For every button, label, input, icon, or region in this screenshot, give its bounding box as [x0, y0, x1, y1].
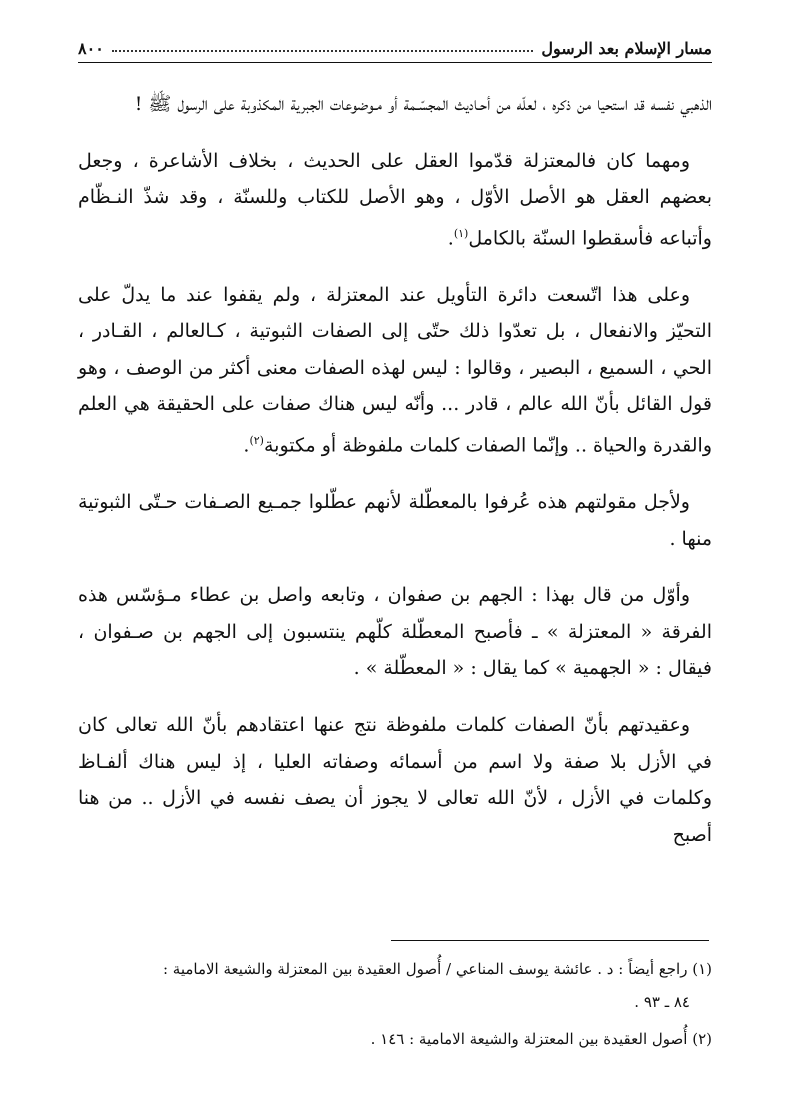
paragraph-2: ومهما كان فالمعتزلة قدّموا العقل على الحديث ، بخلاف الأشاعرة ، وجعل بعضهم العقل هو الأصل الأوّل ، وهو الأصل للكتاب وللسنّة ، وقد شذّ النـظّام وأتباعه فأسقطوا السنّة بالكامل$^{(١)}$.	[78, 149, 712, 250]
footnote-1: (١) راجع أيضاً : د . عائشة يوسف المناعي / أُصول العقيدة بين المعتزلة والشيعة الامامية :	[162, 960, 712, 978]
footnote-ref-1: (١)	[453, 226, 469, 240]
header-dot-leader	[112, 50, 534, 52]
page-body	[78, 86, 712, 873]
running-header	[78, 28, 712, 63]
footnote-separator	[391, 940, 709, 941]
page-number: ٨٠٠	[78, 39, 104, 58]
footnote-2: (٢) أُصول العقيدة بين المعتزلة والشيعة الامامية : ١٤٦ .	[370, 1030, 712, 1048]
footnotes	[78, 956, 712, 1059]
paragraph-6: وعقيدتهم بأنّ الصفات كلمات ملفوظة نتج عنها اعتقادهم بأنّ الله تعالى كان في الأزل بلا صفة ولا اسم من أسمائه وصفاته العليا ، إذ ليس هناك ألفـاظ وكلمات في الأزل ، لأنّ الله تعالى لا يجوز أن يصف نفسه في الأزل .. من هنا أصبح	[78, 713, 712, 846]
paragraph-3: وعلى هذا اتّسعت دائرة التأويل عند المعتزلة ، ولم يقفوا عند ما يدلّ على التحيّز والانفعال ، بل تعدّوا ذلك حتّى إلى الصفات الثبوتية ، كـالعالم ، القـادر ، الحي ، السميع ، البصير ، وقالوا : ليس لهذه الصفات معنى أكثر من الوصف ، وهو قول القائل بأنّ الله عالم ، قادر ... وأنّه ليس هناك صفات على الحقيقة هي العلم والقدرة والحياة .. وإنّما الصفات كلمات ملفوظة أو مكتوبة$^{(٢)}$.	[78, 283, 712, 457]
paragraph-1: الذهبي نفسه قد استحيا من ذكره ، لعلّه من أحـاديث المجسّـمة أو مـوضوعات الجبرية المكذوبة على الرسول ﷺ !	[134, 93, 712, 115]
footnote-ref-2: (٢)	[249, 434, 264, 448]
paragraph-5: وأوّل من قال بهذا : الجهم بن صفوان ، وتابعه واصل بن عطاء مـؤسّس هذه الفرقة « المعتزلة » ـ فأصبح المعطّلة كلّهم ينتسبون إلى الجهم بن صـفوان ، فيقال : « الجهمية » كما يقال : « المعطّلة » .	[78, 584, 712, 680]
paragraph-4: ولأجل مقولتهم هذه عُرفوا بالمعطّلة لأنهم عطّلوا جمـيع الصـفات حـتّى الثبوتية منها .	[78, 491, 712, 550]
footnote-1-continuation: ٨٤ ـ ٩٣ .	[634, 993, 690, 1011]
running-title: مسار الإسلام بعد الرسول	[541, 39, 712, 58]
